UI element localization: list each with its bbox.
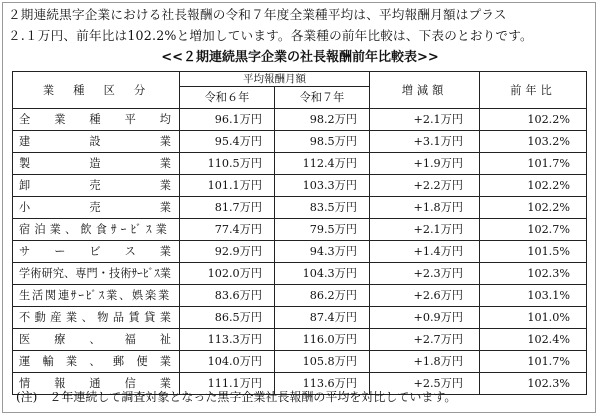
- change-cell: +3.1万円: [370, 131, 480, 153]
- yoy-cell: 103.2%: [480, 131, 587, 153]
- yoy-cell: 102.2%: [480, 109, 587, 131]
- category-cell: 全業種平均: [13, 109, 180, 131]
- change-cell: +2.1万円: [370, 219, 480, 241]
- category-cell: 小売業: [13, 197, 180, 219]
- yoy-cell: 101.0%: [480, 307, 587, 329]
- change-cell: +1.4万円: [370, 241, 480, 263]
- yoy-cell: 101.7%: [480, 351, 587, 373]
- change-cell: +2.1万円: [370, 109, 480, 131]
- category-cell: 卸売業: [13, 175, 180, 197]
- yoy-cell: 103.1%: [480, 285, 587, 307]
- category-cell: 不動産業、物品賃貸業: [13, 307, 180, 329]
- table-row: [13, 131, 587, 153]
- table-title: <<２期連続黒字企業の社長報酬前年比較表>>: [161, 50, 439, 65]
- change-cell: +2.7万円: [370, 329, 480, 351]
- yoy-cell: 102.2%: [480, 175, 587, 197]
- table-row: [13, 351, 587, 373]
- change-cell: +0.9万円: [370, 307, 480, 329]
- category-cell: 製造業: [13, 153, 180, 175]
- header-change: 増減額: [370, 72, 480, 109]
- r6-value-cell: 83.6万円: [180, 285, 275, 307]
- header-avg-monthly: 平均報酬月額: [180, 72, 370, 87]
- table-row: [13, 175, 587, 197]
- header-r6: 令和６年: [180, 87, 275, 109]
- change-cell: +1.8万円: [370, 197, 480, 219]
- r6-value-cell: 86.5万円: [180, 307, 275, 329]
- r6-value-cell: 111.1万円: [180, 373, 275, 395]
- category-cell: 建設業: [13, 131, 180, 153]
- r7-value-cell: 87.4万円: [275, 307, 370, 329]
- table-row: [13, 219, 587, 241]
- category-cell: 運輸業、郵便業: [13, 351, 180, 373]
- header-category: 業 種 区 分: [13, 72, 180, 109]
- category-cell: 医療、福祉: [13, 329, 180, 351]
- header-r7: 令和７年: [275, 87, 370, 109]
- r7-value-cell: 112.4万円: [275, 153, 370, 175]
- r6-value-cell: 81.7万円: [180, 197, 275, 219]
- r7-value-cell: 103.3万円: [275, 175, 370, 197]
- table-row: [13, 263, 587, 285]
- salary-comparison-table: [12, 71, 587, 395]
- r7-value-cell: 104.3万円: [275, 263, 370, 285]
- change-cell: +2.3万円: [370, 263, 480, 285]
- category-cell: サービス業: [13, 241, 180, 263]
- intro-line: ２期連続黒字企業における社長報酬の令和７年度全業種平均は、平均報酬月額はプラス: [8, 7, 507, 22]
- r6-value-cell: 95.4万円: [180, 131, 275, 153]
- yoy-cell: 102.7%: [480, 219, 587, 241]
- r6-value-cell: 113.3万円: [180, 329, 275, 351]
- r6-value-cell: 102.0万円: [180, 263, 275, 285]
- table-row: [13, 285, 587, 307]
- change-cell: +2.6万円: [370, 285, 480, 307]
- r7-value-cell: 83.5万円: [275, 197, 370, 219]
- category-cell: 学術研究、専門・技術ｻｰﾋﾞｽ業: [13, 263, 180, 285]
- r6-value-cell: 77.4万円: [180, 219, 275, 241]
- table-row: [13, 241, 587, 263]
- change-cell: +1.8万円: [370, 351, 480, 373]
- yoy-cell: 102.3%: [480, 373, 587, 395]
- footnote: (注) ２年連続して調査対象となった黒字企業社長報酬の平均を対比しています。: [16, 390, 457, 404]
- r7-value-cell: 94.3万円: [275, 241, 370, 263]
- category-cell: 生活関連ｻｰﾋﾞｽ業、娯楽業: [13, 285, 180, 307]
- table-row: [13, 109, 587, 131]
- intro-line: ２.１万円、前年比は102.2%と増加しています。各業種の前年比較は、下表のとおりです。: [8, 28, 533, 43]
- change-cell: +2.5万円: [370, 373, 480, 395]
- r7-value-cell: 98.5万円: [275, 131, 370, 153]
- change-cell: +2.2万円: [370, 175, 480, 197]
- intro-paragraph: [8, 4, 594, 46]
- r6-value-cell: 110.5万円: [180, 153, 275, 175]
- r7-value-cell: 105.8万円: [275, 351, 370, 373]
- table-row: [13, 153, 587, 175]
- category-cell: 情報通信業: [13, 373, 180, 395]
- yoy-cell: 102.4%: [480, 329, 587, 351]
- table-row: [13, 197, 587, 219]
- r7-value-cell: 79.5万円: [275, 219, 370, 241]
- category-cell: 宿泊業、飲食ｻｰﾋﾞｽ業: [13, 219, 180, 241]
- r7-value-cell: 116.0万円: [275, 329, 370, 351]
- yoy-cell: 101.5%: [480, 241, 587, 263]
- r7-value-cell: 113.6万円: [275, 373, 370, 395]
- change-cell: +1.9万円: [370, 153, 480, 175]
- table-row: [13, 329, 587, 351]
- yoy-cell: 101.7%: [480, 153, 587, 175]
- r7-value-cell: 86.2万円: [275, 285, 370, 307]
- r6-value-cell: 96.1万円: [180, 109, 275, 131]
- r7-value-cell: 98.2万円: [275, 109, 370, 131]
- r6-value-cell: 92.9万円: [180, 241, 275, 263]
- r6-value-cell: 101.1万円: [180, 175, 275, 197]
- yoy-cell: 102.2%: [480, 197, 587, 219]
- yoy-cell: 102.3%: [480, 263, 587, 285]
- table-row: [13, 307, 587, 329]
- header-yoy: 前年比: [480, 72, 587, 109]
- r6-value-cell: 104.0万円: [180, 351, 275, 373]
